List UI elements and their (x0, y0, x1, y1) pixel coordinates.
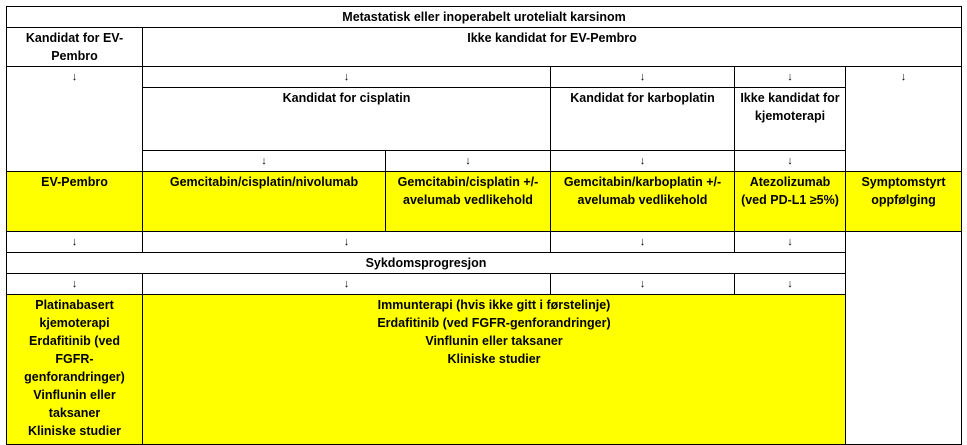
arrow-down-icon: ↓ (386, 151, 551, 172)
atezolizumab-treatment: Atezolizumab (ved PD-L1 ≥5%) (735, 172, 846, 232)
not-ev-pembro-candidate-box: Ikke kandidat for EV-Pembro (143, 28, 962, 67)
disease-progression-box: Sykdomsprogresjon (7, 253, 846, 274)
arrow-down-icon: ↓ (551, 151, 735, 172)
gem-carbo-avelumab-treatment: Gemcitabin/karboplatin +/- avelumab vedlikehold (551, 172, 735, 232)
arrow-down-icon: ↓ (7, 232, 143, 253)
ev-pembro-candidate-box: Kandidat for EV-Pembro (7, 28, 143, 67)
treatment-flowchart (6, 6, 962, 445)
symptom-care-box: Symptomstyrt oppfølging (846, 172, 962, 232)
arrow-down-icon: ↓ (143, 67, 551, 88)
arrow-down-icon: ↓ (143, 232, 551, 253)
arrow-down-icon: ↓ (143, 151, 386, 172)
second-line-item: Platinabasert kjemoterapi (35, 298, 114, 330)
second-line-after-ev-pembro (7, 295, 143, 445)
gem-cis-nivo-treatment: Gemcitabin/cisplatin/nivolumab (143, 172, 386, 232)
second-line-item: Kliniske studier (27, 424, 122, 438)
carboplatin-candidate-box: Kandidat for karboplatin (551, 88, 735, 151)
cisplatin-candidate-box: Kandidat for cisplatin (143, 88, 551, 151)
arrow-down-icon: ↓ (7, 67, 143, 172)
arrow-down-icon: ↓ (551, 274, 735, 295)
second-line-item: Immunterapi (hvis ikke gitt i førstelinje) (377, 298, 611, 312)
arrow-down-icon: ↓ (735, 151, 846, 172)
second-line-item: Vinflunin eller taksaner (425, 334, 563, 348)
second-line-item: Kliniske studier (447, 352, 541, 366)
gem-cis-avelumab-treatment: Gemcitabin/cisplatin +/- avelumab vedlikehold (386, 172, 551, 232)
arrow-down-icon: ↓ (551, 232, 735, 253)
second-line-item: Vinflunin eller taksaner (33, 388, 116, 420)
arrow-down-icon: ↓ (551, 67, 735, 88)
ev-pembro-treatment: EV-Pembro (7, 172, 143, 232)
arrow-down-icon: ↓ (735, 274, 846, 295)
no-chemo-candidate-box: Ikke kandidat for kjemoterapi (735, 88, 846, 151)
arrow-down-icon: ↓ (735, 232, 846, 253)
arrow-down-icon: ↓ (7, 274, 143, 295)
second-line-after-other (143, 295, 846, 445)
arrow-down-icon: ↓ (846, 67, 962, 172)
second-line-item: Erdafitinib (ved FGFR-genforandringer) (24, 334, 125, 384)
arrow-down-icon: ↓ (143, 274, 551, 295)
diagram-title: Metastatisk eller inoperabelt urotelialt karsinom (7, 7, 962, 28)
arrow-down-icon: ↓ (735, 67, 846, 88)
second-line-item: Erdafitinib (ved FGFR-genforandringer) (377, 316, 611, 330)
